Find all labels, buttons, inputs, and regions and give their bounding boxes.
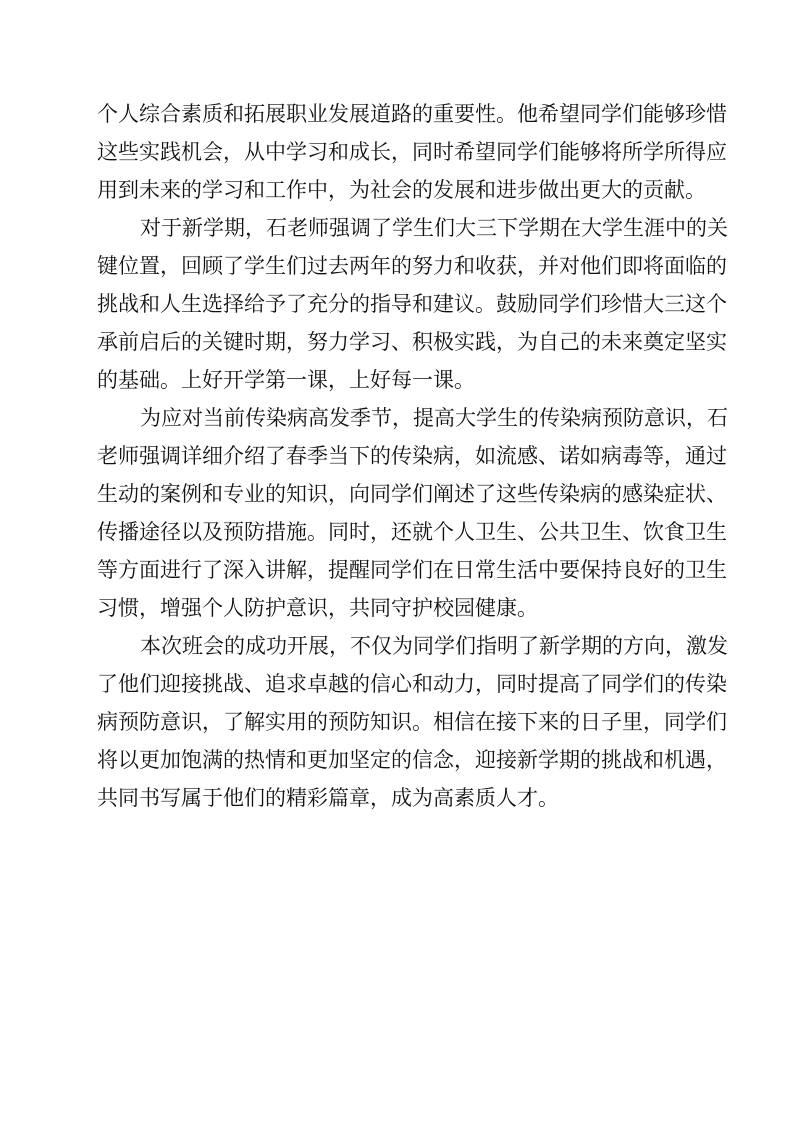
text-line: 等方面进行了深入讲解，提醒同学们在日常生活中要保持良好的卫生 [97, 558, 727, 582]
text-line: 的基础。上好开学第一课，上好每一课。 [97, 368, 475, 392]
text-line: 用到未来的学习和工作中，为社会的发展和进步做出更大的贡献。 [97, 178, 706, 202]
text-line: 生动的案例和专业的知识，向同学们阐述了这些传染病的感染症状、 [97, 482, 727, 506]
text-line: 老师强调详细介绍了春季当下的传染病，如流感、诺如病毒等，通过 [97, 444, 727, 468]
text-line: 本次班会的成功开展，不仅为同学们指明了新学期的方向，激发 [140, 634, 728, 658]
text-line: 个人综合素质和拓展职业发展道路的重要性。他希望同学们能够珍惜 [97, 102, 727, 126]
text-line: 承前启后的关键时期，努力学习、积极实践，为自己的未来奠定坚实 [97, 330, 727, 354]
paragraph-4 [97, 627, 728, 817]
text-line: 为应对当前传染病高发季节，提高大学生的传染病预防意识，石 [140, 406, 728, 430]
text-line: 习惯，增强个人防护意识，共同守护校园健康。 [97, 596, 538, 620]
text-line: 这些实践机会，从中学习和成长，同时希望同学们能够将所学所得应 [97, 140, 727, 164]
text-line: 了他们迎接挑战、追求卓越的信心和动力，同时提高了同学们的传染 [97, 672, 727, 696]
paragraph-3 [97, 399, 728, 627]
paragraph-1 [97, 95, 727, 209]
text-line: 病预防意识，了解实用的预防知识。相信在接下来的日子里，同学们 [97, 710, 727, 734]
text-line: 将以更加饱满的热情和更加坚定的信念，迎接新学期的挑战和机遇， [97, 748, 727, 772]
paragraph-2 [97, 209, 728, 399]
document-body [97, 95, 728, 817]
text-line: 共同书写属于他们的精彩篇章，成为高素质人才。 [97, 786, 559, 810]
text-line: 传播途径以及预防措施。同时，还就个人卫生、公共卫生、饮食卫生 [97, 520, 727, 544]
text-line: 键位置，回顾了学生们过去两年的努力和收获，并对他们即将面临的 [97, 254, 727, 278]
text-line: 挑战和人生选择给予了充分的指导和建议。鼓励同学们珍惜大三这个 [97, 292, 727, 316]
text-line: 对于新学期，石老师强调了学生们大三下学期在大学生涯中的关 [140, 216, 728, 240]
